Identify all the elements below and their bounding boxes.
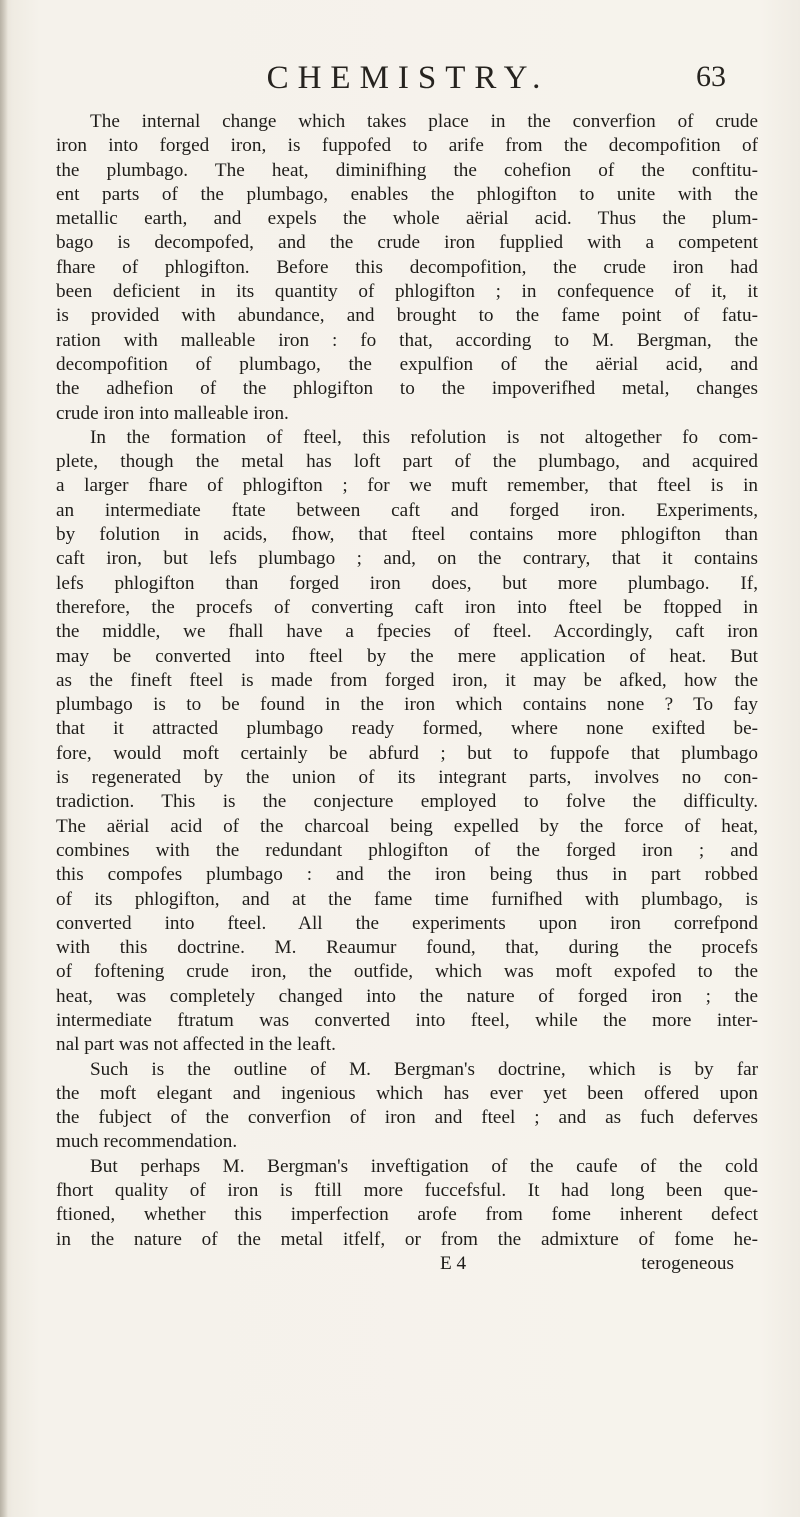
text-line: that it attracted plumbago ready formed, where none exifted be- — [56, 718, 758, 740]
text-line: But perhaps M. Bergman's inveftigation of the caufe of the cold — [90, 1155, 758, 1177]
text-line: with this doctrine. M. Reaumur found, that, during the procefs — [56, 937, 758, 959]
text-line: ftioned, whether this imperfection arofe from fome inherent defect — [56, 1204, 758, 1226]
text-line: as the fineft fteel is made from forged iron, it may be afked, how the — [56, 669, 758, 691]
text-line: converted into fteel. All the experiments upon iron correfpond — [56, 912, 758, 934]
text-line: the plumbago. The heat, diminifhing the cohefion of the conftitu- — [56, 159, 758, 181]
body-text — [56, 110, 758, 1276]
running-title: CHEMISTRY. — [266, 60, 550, 96]
text-line: tradiction. This is the conjecture employed to folve the difficulty. — [56, 791, 758, 813]
text-line: caft iron, but lefs plumbago ; and, on the contrary, that it contains — [56, 548, 758, 570]
text-line: decompofition of plumbago, the expulfion of the aërial acid, and — [56, 353, 758, 375]
text-line: combines with the redundant phlogifton of the forged iron ; and — [56, 839, 758, 861]
text-line: may be converted into fteel by the mere application of heat. But — [56, 645, 758, 667]
text-line: the middle, we fhall have a fpecies of fteel. Accordingly, caft iron — [56, 621, 758, 643]
running-head — [0, 60, 800, 100]
text-line: is provided with abundance, and brought to the fame point of fatu- — [56, 305, 758, 327]
binding-gutter-shadow — [0, 0, 8, 1517]
text-line: this compofes plumbago : and the iron being thus in part robbed — [56, 864, 758, 886]
text-line: intermediate ftratum was converted into fteel, while the more inter- — [56, 1009, 758, 1031]
text-line: plumbago is to be found in the iron which contains none ? To fay — [56, 694, 758, 716]
page-number: 63 — [696, 60, 726, 93]
text-line: fhort quality of iron is ftill more fuccefsful. It had long been que- — [56, 1180, 758, 1202]
text-line: by folution in acids, fhow, that fteel contains more phlogifton than — [56, 524, 758, 546]
text-line: ration with malleable iron : fo that, according to M. Bergman, the — [56, 329, 758, 351]
text-line: an intermediate ftate between caft and forged iron. Experiments, — [56, 499, 758, 521]
text-line: the fubject of the converfion of iron and fteel ; and as fuch deferves — [56, 1107, 758, 1129]
signature-mark: E 4 — [440, 1252, 467, 1274]
text-line: crude iron into malleable iron. — [56, 402, 289, 424]
text-line: Such is the outline of M. Bergman's doctrine, which is by far — [90, 1058, 758, 1080]
text-line: metallic earth, and expels the whole aërial acid. Thus the plum- — [56, 208, 758, 230]
text-line: been deficient in its quantity of phlogifton ; in confequence of it, it — [56, 281, 758, 303]
text-line: a larger fhare of phlogifton ; for we muft remember, that fteel is in — [56, 475, 758, 497]
text-line: iron into forged iron, is fuppofed to arife from the decompofition of — [56, 135, 758, 157]
text-line: the moft elegant and ingenious which has ever yet been offered upon — [56, 1082, 758, 1104]
text-line: The internal change which takes place in the converfion of crude — [90, 111, 758, 132]
text-line: lefs phlogifton than forged iron does, but more plumbago. If, — [56, 572, 758, 594]
page-foot — [56, 1252, 758, 1276]
text-line: heat, was completely changed into the nature of forged iron ; the — [56, 985, 758, 1007]
text-line: plete, though the metal has loft part of the plumbago, and acquired — [56, 451, 758, 473]
text-line: In the formation of fteel, this refolution is not altogether fo com- — [90, 426, 758, 448]
text-line: of its phlogifton, and at the fame time furnifhed with plumbago, is — [56, 888, 758, 910]
text-line: bago is decompofed, and the crude iron fupplied with a competent — [56, 232, 758, 254]
text-line: the adhefion of the phlogifton to the impoverifhed metal, changes — [56, 378, 758, 400]
text-line: much recommendation. — [56, 1131, 238, 1153]
catchword: terogeneous — [641, 1252, 734, 1274]
text-line: therefore, the procefs of converting caft iron into fteel be ftopped in — [56, 596, 758, 618]
text-line: The aërial acid of the charcoal being expelled by the force of heat, — [56, 815, 758, 837]
text-line: nal part was not affected in the leaft. — [56, 1034, 336, 1056]
text-line: fhare of phlogifton. Before this decompofition, the crude iron had — [56, 256, 758, 278]
text-line: fore, would moft certainly be abfurd ; but to fuppofe that plumbago — [56, 742, 758, 764]
text-line: is regenerated by the union of its integrant parts, involves no con- — [56, 767, 758, 789]
text-line: of foftening crude iron, the outfide, which was moft expofed to the — [56, 961, 758, 983]
text-line: in the nature of the metal itfelf, or from the admixture of fome he- — [56, 1228, 758, 1250]
text-line: ent parts of the plumbago, enables the phlogifton to unite with the — [56, 183, 758, 205]
